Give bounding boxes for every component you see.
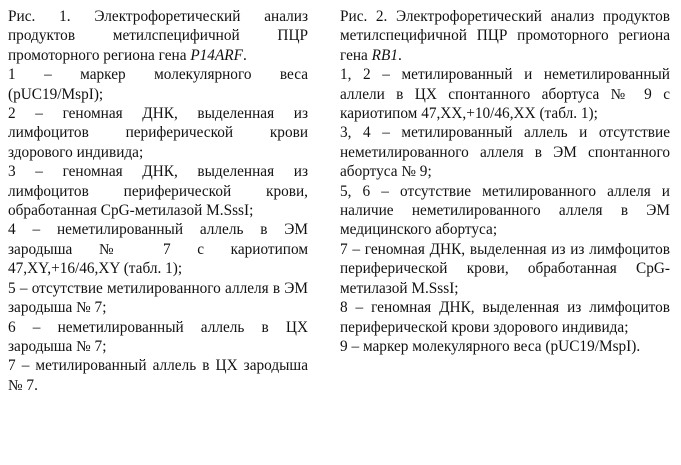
figure-2-lane-9: 9 – маркер молекулярного веса (pUC19/MspI). (340, 337, 641, 355)
figure-2-lanes-1-2: 1, 2 – метилированный и неметилированный аллели в ЦХ спонтанного абортуса № 9 с кариотипом 47,XX,+10/46,XX (табл. 1); (340, 66, 670, 123)
figure-1-lane-7: 7 – метилированный аллель в ЦХ зародыша № 7. (8, 357, 308, 394)
figure-1-lane-3: 3 – геномная ДНК, выделенная из лимфоцитов периферической крови, обработанная CpG-метилазой M.SssI; (8, 163, 308, 220)
figure-2-caption-text: Рис. 2. Электрофоретический анализ продуктов метилспецифичной ПЦР промоторного региона гена (340, 8, 670, 64)
figure-1-caption (8, 7, 308, 65)
figure-1-lane-2: 2 – геномная ДНК, выделенная из лимфоцитов периферической крови здорового индивида; (8, 105, 308, 161)
figure-1-lane-4: 4 – неметилированный аллель в ЭМ зародыша № 7 с кариотипом 47,XY,+16/46,XY (табл. 1); (8, 221, 308, 278)
figure-2-gene-name: RB1 (371, 46, 399, 64)
figure-2-caption-end: . (398, 46, 402, 64)
figure-1-lane-6: 6 – неметилированный аллель в ЦХ зародыша № 7; (8, 318, 308, 355)
figure-2-lanes-5-6: 5, 6 – отсутствие метилированного аллеля и наличие неметилированного аллеля в ЭМ медицинского абортуса; (340, 182, 670, 239)
figure-1-caption-text: Рис. 1. Электрофоретический анализ продуктов метилспецифичной ПЦР промоторного региона гена (8, 8, 308, 64)
figure-2-lanes-3-4: 3, 4 – метилированный аллель и отсутствие неметилированного аллеля в ЭМ спонтанного абортуса № 9; (340, 124, 670, 181)
figure-1-legend (8, 7, 308, 395)
figure-2-caption (340, 7, 670, 65)
figure-1-gene-name: P14ARF (190, 46, 243, 64)
figure-1-lane-5: 5 – отсутствие метилированного аллеля в ЭМ зародыша № 7; (8, 279, 308, 317)
figure-2-lane-8: 8 – геномная ДНК, выделенная из лимфоцитов периферической крови здорового индивида; (340, 299, 670, 336)
figure-2-legend (340, 7, 670, 356)
figure-1-caption-end: . (243, 46, 247, 64)
figure-1-lane-1: 1 – маркер молекулярного веса (pUC19/MspI); (8, 66, 308, 103)
figure-2-lane-7: 7 – геномная ДНК, выделенная из из лимфоцитов периферической крови, обработанная CpG-метилазой M.SssI; (340, 240, 670, 297)
